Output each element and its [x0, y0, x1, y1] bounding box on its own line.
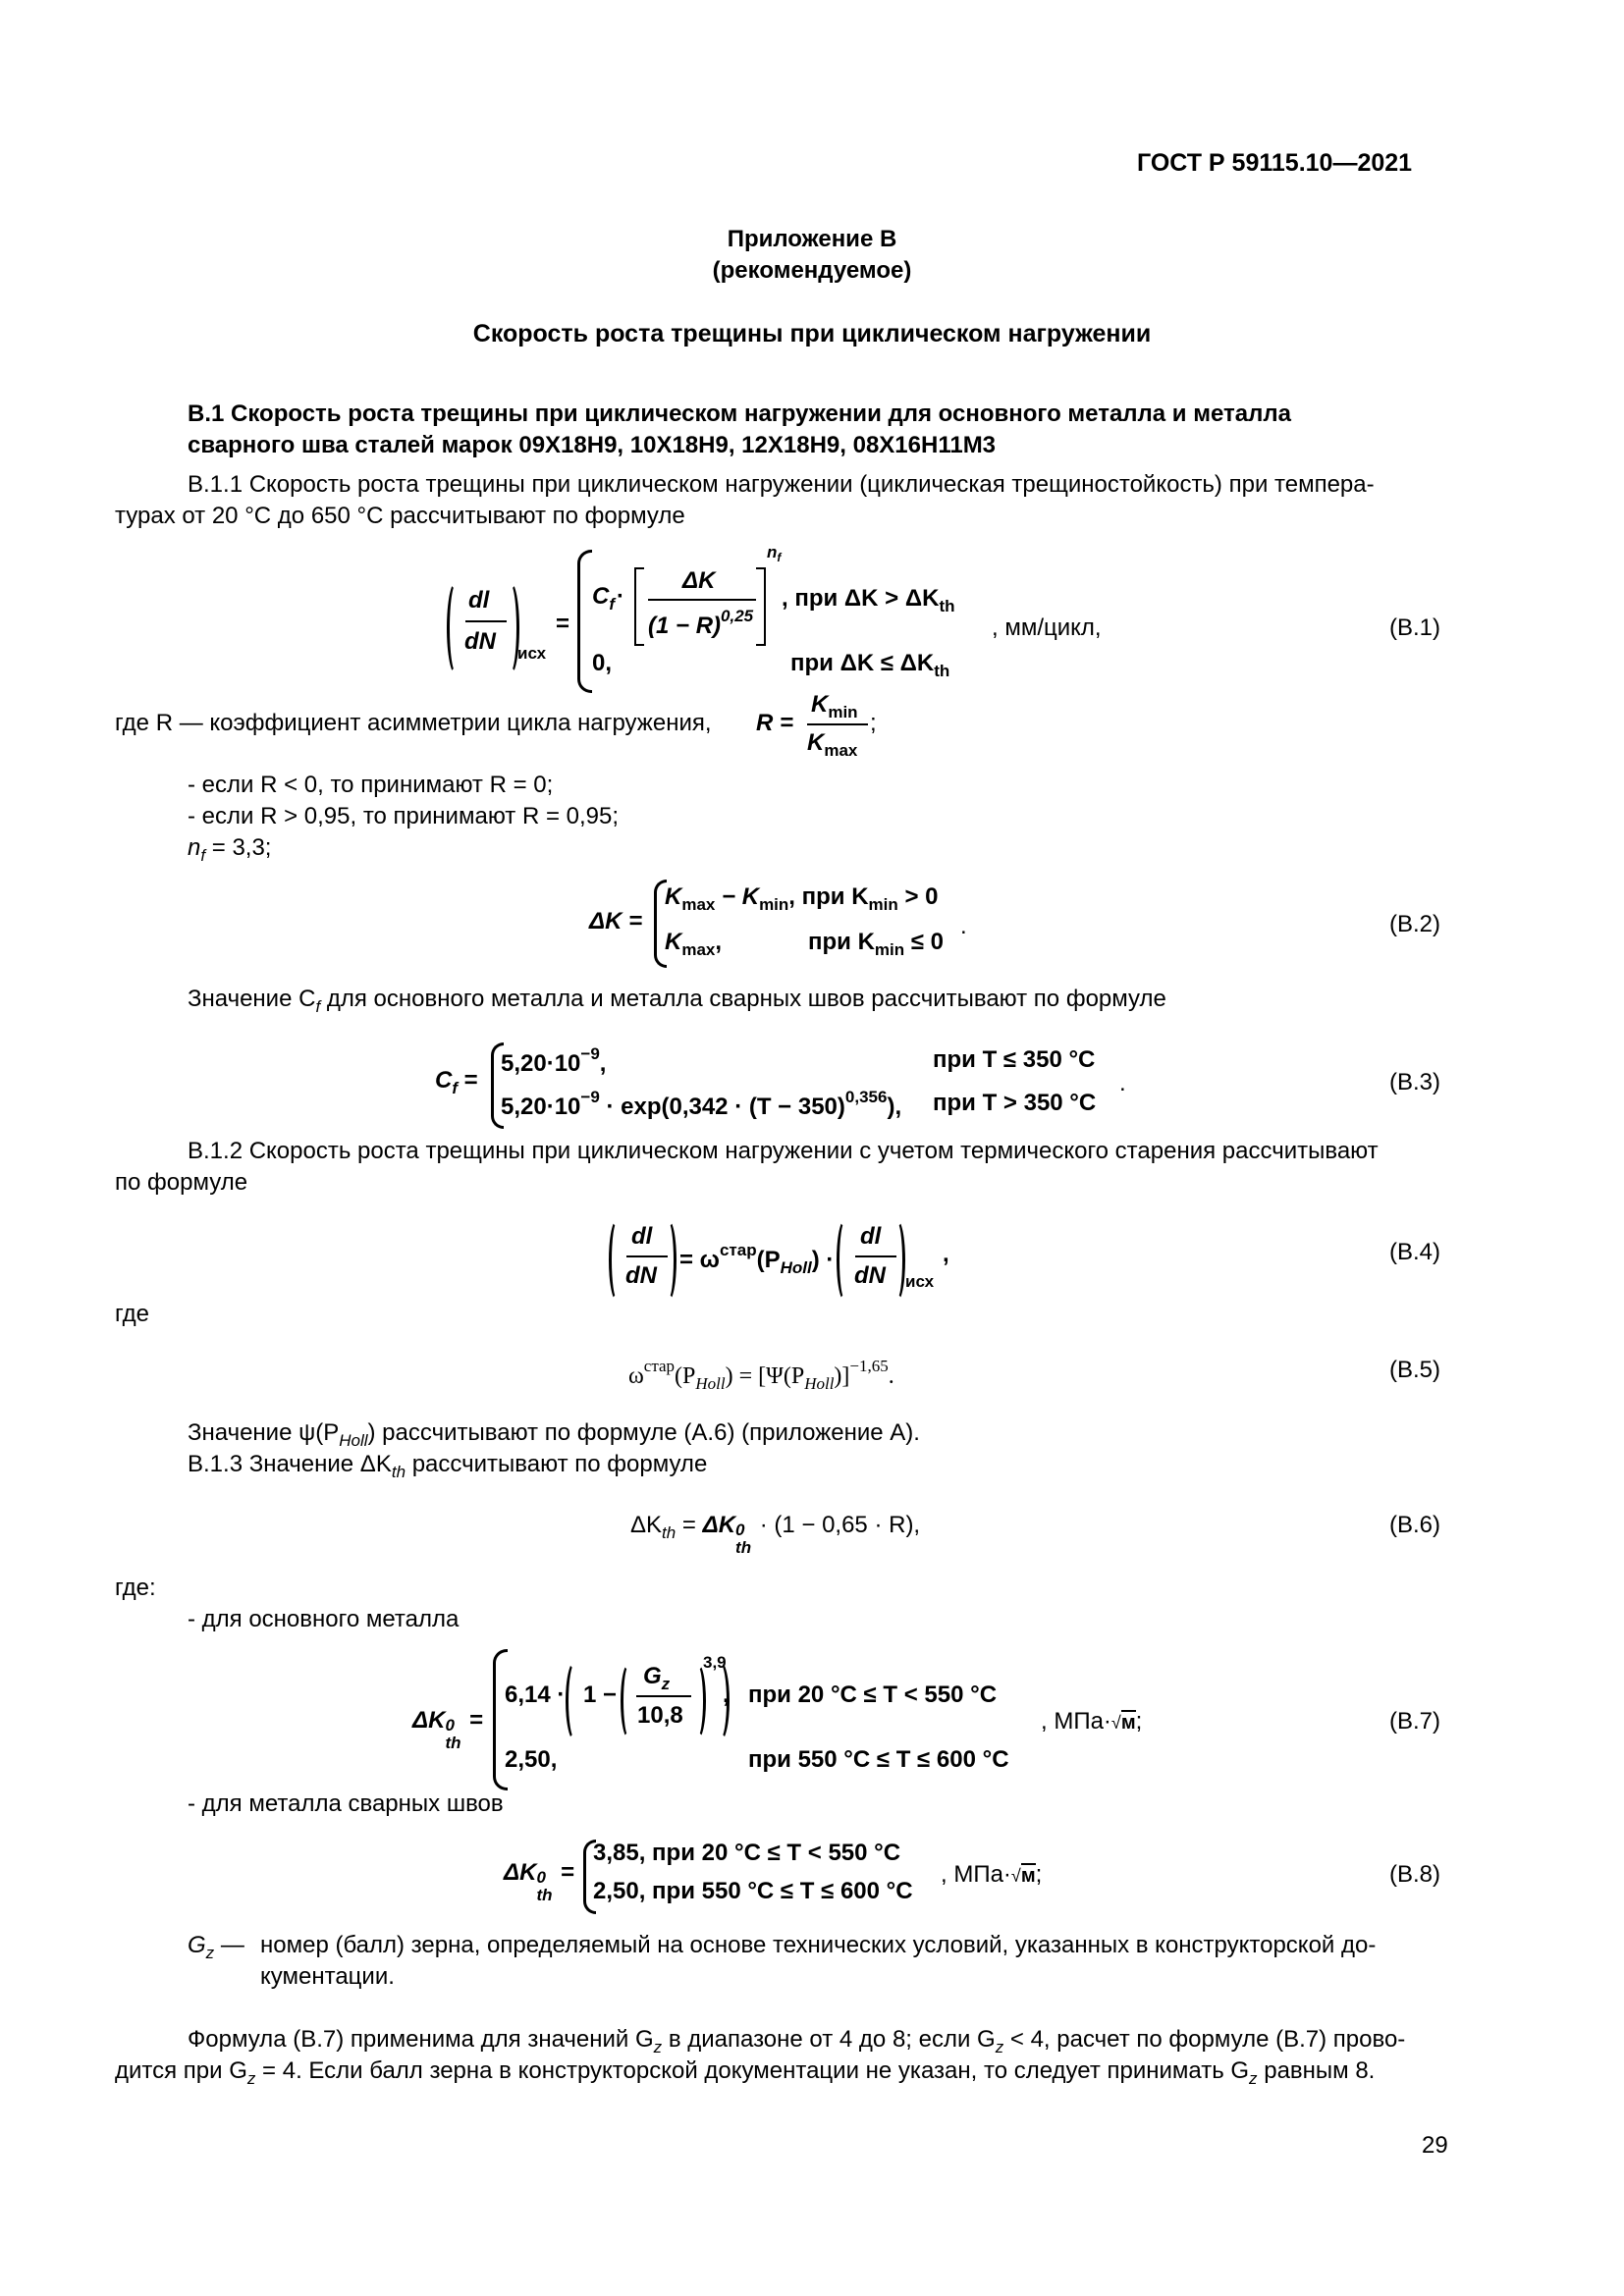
case-zero: 0,	[592, 650, 613, 676]
comma: ,	[943, 1241, 949, 1267]
base-metal-label: - для основного металла	[188, 1606, 460, 1632]
kmin: $K_{min}$	[811, 691, 858, 721]
lhs: ΔK 0 th =	[412, 1707, 484, 1752]
lhs-denominator: dN	[464, 628, 496, 655]
cases-brace	[577, 550, 592, 693]
list-item-r-high: - если R > 0,95, то принимают R = 0,95;	[188, 803, 620, 829]
paragraph-b113: В.1.3 Значение $\Delta K_{th}$ рассчитывают по формуле	[188, 1451, 708, 1481]
period: .	[960, 913, 967, 939]
fraction-line	[807, 723, 868, 725]
list-item-r-negative: - если R < 0, то принимают R = 0;	[188, 772, 554, 798]
final-paragraph-line2: дится при $G_z = 4$. Если балл зерна в конструкторской документации не указан, то следует принимать $G_z$ равным 8.	[115, 2057, 1376, 2088]
lhs: $C_f$ =	[435, 1067, 478, 1097]
numerator: dl	[860, 1223, 882, 1250]
equation-number-b2: (В.2)	[1389, 911, 1441, 937]
equation-number-b4: (В.4)	[1389, 1239, 1441, 1265]
section-heading-line2: сварного шва сталей марок 09Х18Н9, 10Х18Н9, 12Х18Н9, 08Х16Н11М3	[188, 432, 997, 458]
comma: ,	[723, 1682, 730, 1708]
row-1-condition: при 20 °C ≤ T < 550 °C	[748, 1682, 998, 1708]
paren-right	[689, 1663, 706, 1739]
row-2: 2,50,	[505, 1746, 558, 1773]
subscript: исх	[905, 1272, 935, 1291]
cf-symbol: $C_f$	[592, 583, 616, 614]
cf-intro: Значение $C_f$ для основного металла и металла сварных швов рассчитывают по формуле	[188, 986, 1166, 1016]
coefficient: 6,14 ·	[505, 1682, 566, 1708]
period: .	[1119, 1070, 1126, 1096]
paren-right	[660, 1219, 677, 1302]
definition-r: где R — коэффициент асимметрии цикла нагружения,	[115, 710, 712, 736]
page-number: 29	[1422, 2132, 1448, 2159]
row-2: 2,50, при 550 °C ≤ T ≤ 600 °C	[593, 1878, 913, 1904]
condition-2: при $\Delta K \le \Delta K_{th}$	[790, 650, 950, 680]
document-page: ГОСТ Р 59115.10—2021 Приложение В (рекомендуемое) Скорость роста трещины при циклическом нагружении В.1 Скорость роста трещины при циклическом нагружении для основного металла и металла сварного шва сталей марок 09Х18Н9, 10Х18Н9, 12Х18Н9, 08Х16Н11М3 В.1.1 Скорость роста трещины при циклическом нагружении (циклическая трещиностойкость) при темпера- турах от 20 °С до 650 °С рассчитывают по формуле dl dN исх = $C_f$ · ΔK $(1 - R)^{0,25}$ $n_f$ , при $\Delta K > \Delta K_{th}$ 0, при $\Delta K \le \Delta K_{th}$ , мм/цикл, (В.1) где R — коэффициент асимметрии цикла нагружения, R = $K_{min}$ $K_{max}$ ; - если R < 0, то принимают R = 0; - если R > 0,95, то принимают R = 0,95; $n_f = 3,3$; ΔK = $K_{max} - K_{min}$, при $K_{min} > 0$ $K_{max}$, при $K_{min} \le 0$ . (В.2) Значение $C_f$ для основного металла и металла сварных швов рассчитывают по формуле $C_f$ = $5,20\cdot 10^{-9}$, при T ≤ 350 °C $5,20\cdot 10^{-9} \cdot \exp(0,342 \cdot (T - 350)^{0,356})$, при T > 350 °C . (В.3) В.1.2 Скорость роста трещины при циклическом нагружении с учетом термического старения рассчитывают по формуле dl dN = $\omega^{стар}(P_{Holl})$ · dl dN исх , (В.4) где $\omega^{стар}(P_{Holl}) = [\Psi(P_{Holl})]^{-1,65}$. (В.5) Значение $\psi(P_{Holl})$ рассчитывают по формуле (А.6) (приложение А). В.1.3 Значение $\Delta K_{th}$ рассчитывают по формуле $\Delta K_{th} = \Delta K$ 0 th · (1 − 0,65 · R), (В.6) где: - для основного металла ΔK 0 th = 6,14 · 1 − $G_z$ 10,8 3,9 , при 20 °C ≤ T < 550 °C 2,50, при 550 °C ≤ T ≤ 600 °C , МПа·√м; (В.7) - для металла сварных швов ΔK 0 th = 3,85, при 20 °C ≤ T < 550 °C 2,50, при 550 °C ≤ T ≤ 600 °C , МПа·√м; (В.8) $G_z$ — номер (балл) зерна, определяемый на основе технических условий, указанных в конструкторской до- кументации. Формула (В.7) применима для значений $G_z$ в диапазоне от 4 до 8; если $G_z < 4$, расчет по формуле (В.7) прово- дится при $G_z = 4$. Если балл зерна в конструкторской документации не указан, то следует принимать $G_z$ равным 8. 29	[0, 0, 1624, 2296]
unit: , МПа·√м;	[1041, 1708, 1143, 1735]
psi-note: Значение $\psi(P_{Holl})$ рассчитывают по формуле (А.6) (приложение А).	[188, 1419, 920, 1450]
paragraph-b112-line2: по формуле	[115, 1169, 248, 1196]
paragraph-b111-line2: турах от 20 °С до 650 °С рассчитывают по формуле	[115, 503, 685, 529]
formula-b5: $\omega^{стар}(P_{Holl}) = [\Psi(P_{Holl})]^{-1,65}$.	[628, 1357, 894, 1393]
formula-b6: $\Delta K_{th} = \Delta K$ 0 th · (1 − 0,65 · R),	[630, 1512, 921, 1557]
exponent: 3,9	[703, 1653, 727, 1672]
row-1-condition: при T ≤ 350 °C	[933, 1046, 1096, 1073]
equation-number-b6: (В.6)	[1389, 1512, 1441, 1538]
omega-term: = $\omega^{стар}(P_{Holl})$ ·	[679, 1241, 835, 1277]
row-2-condition: при T > 350 °C	[933, 1090, 1097, 1116]
paragraph-b111-line1: В.1.1 Скорость роста трещины при циклическом нагружении (циклическая трещиностойкость) при темпера-	[188, 471, 1375, 498]
condition-1: , при $\Delta K > \Delta K_{th}$	[782, 585, 955, 615]
gz-definition-line2: кументации.	[260, 1963, 395, 1990]
where-label-2: где:	[115, 1575, 156, 1601]
equation-number-b5: (В.5)	[1389, 1357, 1441, 1383]
paren-left	[609, 1219, 625, 1302]
semicolon: ;	[870, 710, 877, 736]
lhs: ΔK 0 th =	[504, 1859, 575, 1904]
nf-value: $n_f = 3,3$;	[188, 834, 272, 865]
row-1: $K_{max} - K_{min}$, при $K_{min} > 0$	[665, 883, 939, 914]
row-1: 3,85, при 20 °C ≤ T < 550 °C	[593, 1840, 901, 1866]
gz-definition-line1: номер (балл) зерна, определяемый на основе технических условий, указанных в конструкторской до-	[260, 1932, 1377, 1958]
numerator: dl	[631, 1223, 653, 1250]
paren-left	[621, 1663, 637, 1739]
where-label: где	[115, 1301, 150, 1327]
gz-symbol: $G_z$ —	[188, 1932, 244, 1962]
section-heading-line1: В.1 Скорость роста трещины при циклическом нагружении для основного металла и металла	[188, 400, 1291, 427]
document-code: ГОСТ Р 59115.10—2021	[1137, 149, 1413, 177]
denominator: dN	[854, 1262, 886, 1289]
appendix-heading: Скорость роста трещины при циклическом нагружении	[472, 320, 1152, 347]
gz-numerator: $G_z$	[643, 1663, 671, 1693]
row-1: $5,20\cdot 10^{-9}$,	[501, 1044, 607, 1077]
paragraph-b112-line1: В.1.2 Скорость роста трещины при циклическом нагружении с учетом термического старения рассчитывают	[188, 1138, 1379, 1164]
bracket-left	[634, 567, 644, 646]
r-equals: R =	[756, 710, 794, 736]
paren-left	[566, 1661, 584, 1741]
row-2-condition: при 550 °C ≤ T ≤ 600 °C	[748, 1746, 1009, 1773]
unit: , мм/цикл,	[992, 614, 1102, 641]
paren-left	[447, 581, 465, 675]
paren-left	[837, 1219, 853, 1302]
lhs-numerator: dl	[468, 587, 490, 614]
paren-right	[889, 1219, 905, 1302]
row-2-condition: при $K_{min} \le 0$	[808, 929, 945, 959]
gz-denominator: 10,8	[637, 1702, 683, 1729]
fraction-denominator: $(1 - R)^{0,25}$	[648, 607, 754, 639]
appendix-status: (рекомендуемое)	[712, 257, 912, 284]
fraction-numerator: ΔK	[682, 567, 716, 594]
one-minus: 1 −	[583, 1682, 618, 1708]
exponent-nf: $n_f$	[767, 543, 782, 564]
fraction-line	[636, 1695, 691, 1697]
equation-number-b7: (В.7)	[1389, 1708, 1441, 1735]
row-2: $5,20\cdot 10^{-9} \cdot \exp(0,342 \cdot (T - 350)^{0,356})$,	[501, 1088, 902, 1120]
denominator: dN	[625, 1262, 657, 1289]
row-2: $K_{max}$,	[665, 929, 723, 959]
appendix-title: Приложение В	[727, 226, 897, 252]
equation-number-b1: (В.1)	[1389, 614, 1441, 641]
equation-number-b3: (В.3)	[1389, 1069, 1441, 1095]
final-paragraph-line1: Формула (В.7) применима для значений $G_z$ в диапазоне от 4 до 8; если $G_z < 4$, расчет по формуле (В.7) прово-	[188, 2026, 1406, 2056]
unit: , МПа·√м;	[941, 1861, 1043, 1888]
equation-number-b8: (В.8)	[1389, 1861, 1441, 1888]
weld-metal-label: - для металла сварных швов	[188, 1790, 504, 1817]
kmax: $K_{max}$	[807, 729, 858, 760]
lhs-subscript: исх	[517, 644, 547, 663]
lhs: ΔK =	[589, 908, 643, 934]
fraction-line	[648, 599, 756, 601]
bracket-right	[756, 567, 766, 646]
